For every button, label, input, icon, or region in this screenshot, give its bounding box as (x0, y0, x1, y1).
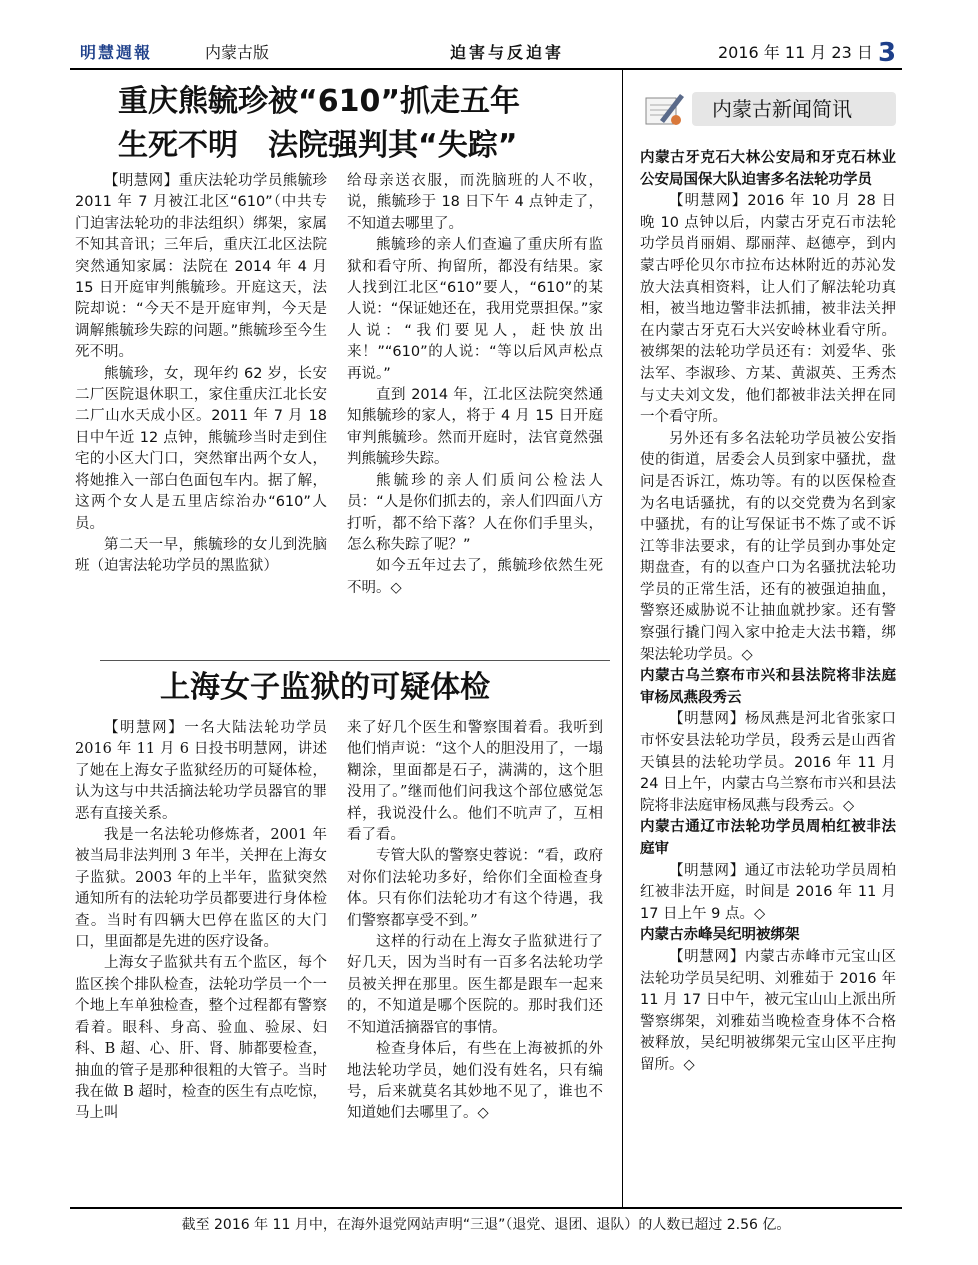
paragraph: 【明慧网】通辽市法轮功学员周柏红被非法开庭，时间是 2016 年 11 月 17 日上午 9 点。◇ (640, 862, 896, 922)
column-divider (622, 68, 623, 1207)
news-headline: 内蒙古赤峰吴纪明被绑架 (640, 927, 800, 944)
edition-label: 内蒙古版 (205, 43, 270, 62)
banner-title: 内蒙古新闻简讯 (712, 97, 852, 121)
paragraph: 检查身体后，有些在上海被抓的外地法轮功学员，她们没有姓名，只有编号，后来就莫名其妙地不见了，谁也不知道她们去哪里了。◇ (347, 1041, 603, 1122)
paragraph: 另外还有多名法轮功学员被公安指使的街道，居委会人员到家中骚扰，盘问是否诉江，炼功等。有的以医保检查为名电话骚扰，有的以交党费为名到家中骚扰，有的让写保证书不炼了或不诉江等非法要求，有的让学员到办事处定期盘查，有的以查户口为名骚扰法轮功学员的正常生活，还有的被强迫抽血，警察还威胁说不让抽血就抄家。还有警察强行撬门闯入家中抢走大法书籍，绑架法轮功学员。◇ (640, 430, 896, 663)
paragraph: 来了好几个医生和警察围着看。我听到他们悄声说：“这个人的胆没用了，一塌糊涂，里面都是石子，满满的，这个胆没用了。”继而他们问我这个部位感觉怎样，我说没什么。他们不吭声了，互相看了看。 (347, 720, 603, 844)
footer-notice: 截至 2016 年 11 月中，在海外退党网站声明“三退”（退党、退团、退队）的人数已超过 2.56 亿。 (181, 1217, 791, 1233)
pen-and-paper-icon (640, 90, 686, 128)
section-title: 迫害与反迫害 (450, 43, 565, 62)
article2-column-2 (347, 718, 603, 1125)
article1-column-2 (347, 171, 603, 599)
page-header (70, 40, 902, 66)
paragraph: 直到 2014 年，江北区法院突然通知熊毓珍的家人，将于 4 月 15 日开庭审判熊毓珍。然而开庭时，法官竟然强判熊毓珍失踪。 (347, 387, 603, 468)
article2-column-1 (75, 718, 327, 1125)
paragraph: 【明慧网】杨凤燕是河北省张家口市怀安县法轮功学员，段秀云是山西省天镇县的法轮功学员。2016 年 11 月 24 日上午，内蒙古乌兰察布市兴和县法院将非法庭审杨凤燕与段秀云。◇ (640, 711, 896, 814)
article2-title: 上海女子监狱的可疑体检 (160, 670, 490, 705)
article1-title-line2: 生死不明 法院强判其“失踪” (118, 128, 518, 163)
paragraph: 熊毓珍的亲人们查遍了重庆所有监狱和看守所、拘留所，都没有结果。家人找到江北区“610”要人，“610”的某人说：“保证她还在，我用党票担保。”家人说：“我们要见人，赶快放出来！”“610”的人说：“等以后风声松点再说。” (347, 237, 603, 382)
paragraph: 【明慧网】2016 年 10 月 28 日晚 10 点钟以后，内蒙古牙克石市法轮功学员肖丽娟、鄢丽萍、赵德亭，到内蒙古呼伦贝尔市拉布达林附近的苏沁发放大法真相资料，让人们了解法轮功真相，被当地边警非法抓捕，被非法关押在内蒙古牙克石大兴安岭林业看守所。被绑架的法轮功学员还有：刘爱华、张法军、李淑珍、方某、黄淑英、王秀杰与丈夫刘文发，他们都被非法关押在同一个看守所。 (640, 193, 896, 426)
sidebar-news (640, 148, 896, 1077)
paragraph: 第二天一早，熊毓珍的女儿到洗脑班（迫害法轮功学员的黑监狱） (75, 536, 327, 575)
article-divider (100, 660, 610, 661)
article1-column-1 (75, 171, 327, 578)
news-headline: 内蒙古牙克石大林公安局和牙克石林业公安局国保大队迫害多名法轮功学员 (640, 150, 896, 188)
paragraph: 【明慧网】内蒙古赤峰市元宝山区法轮功学员吴纪明、刘雅茹于 2016 年 11 月 17 日中午，被元宝山山上派出所警察绑架，刘雅茹当晚检查身体不合格被释放，吴纪明被绑架元宝山区平庄拘留所。◇ (640, 948, 896, 1073)
news-brief-banner (636, 82, 898, 134)
paragraph: 【明慧网】一名大陆法轮功学员 2016 年 11 月 6 日投书明慧网，讲述了她在上海女子监狱经历的可疑体检，认为这与中共活摘法轮功学员器官的罪恶有直接关系。 (75, 720, 327, 822)
paragraph: 专管大队的警察史蓉说：“看，政府对你们法轮功多好，给你们全面检查身体。只有你们法轮功才有这个待遇，我们警察都享受不到。” (347, 848, 603, 929)
page-number: 3 (878, 38, 897, 68)
issue-date: 2016 年 11 月 23 日 (718, 43, 873, 62)
paragraph: 这样的行动在上海女子监狱进行了好几天，因为当时有一百多名法轮功学员被关押在那里。医生都是跟车一起来的，不知道是哪个医院的。那时我们还不知道活摘器官的事情。 (347, 934, 603, 1036)
paragraph: 给母亲送衣服，而洗脑班的人不收，说，熊毓珍于 18 日下午 4 点钟走了，不知道去哪里了。 (347, 173, 603, 232)
footer-rule (70, 1207, 902, 1209)
paragraph: 熊毓珍的亲人们质问公检法人员：“人是你们抓去的，亲人们四面八方打听，都不给下落？人在你们手里头，怎么称失踪了呢？” (347, 472, 603, 553)
news-headline: 内蒙古通辽市法轮功学员周柏红被非法庭审 (640, 819, 896, 857)
news-headline: 内蒙古乌兰察布市兴和县法院将非法庭审杨凤燕段秀云 (640, 668, 896, 706)
header-rule (70, 68, 902, 70)
paragraph: 如今五年过去了，熊毓珍依然生死不明。◇ (347, 558, 603, 596)
paragraph: 上海女子监狱共有五个监区，每个监区挨个排队检查，法轮功学员一个一个地上车单独检查，整个过程都有警察看着。眼科、身高、验血、验尿、妇科、B 超、心、肝、肾、肺都要检查，抽血的管子是那种很粗的大管子。当时我在做 B 超时，检查的医生有点吃惊，马上叫 (75, 955, 327, 1122)
article1-title-line1: 重庆熊毓珍被“610”抓走五年 (118, 84, 521, 119)
paragraph: 【明慧网】重庆法轮功学员熊毓珍 2011 年 7 月被江北区“610”（中共专门迫害法轮功的非法组织）绑架，家属不知其音讯；三年后，重庆江北区法院突然通知家属：法院在 2014 年 4 月 15 日开庭审判熊毓珍。开庭这天，法院却说：“今天不是开庭审判，今天是调解熊毓珍失踪的问题。”熊毓珍至今生死不明。 (75, 173, 327, 361)
paragraph: 我是一名法轮功修炼者，2001 年被当局非法判刑 3 年半，关押在上海女子监狱。2003 年的上半年，监狱突然通知所有的法轮功学员都要进行身体检查。当时有四辆大巴停在监区的大门口，里面都是先进的医疗设备。 (75, 827, 327, 951)
masthead: 明慧週報 (80, 43, 153, 62)
paragraph: 熊毓珍，女，现年约 62 岁，长安二厂医院退休职工，家住重庆江北长安二厂山水天成小区。2011 年 7 月 18 日中午近 12 点钟，熊毓珍当时走到住宅的小区大门口，突然窜出两个女人，将她推入一部白色面包车内。据了解，这两个女人是五里店综治办“610”人员。 (75, 365, 327, 532)
